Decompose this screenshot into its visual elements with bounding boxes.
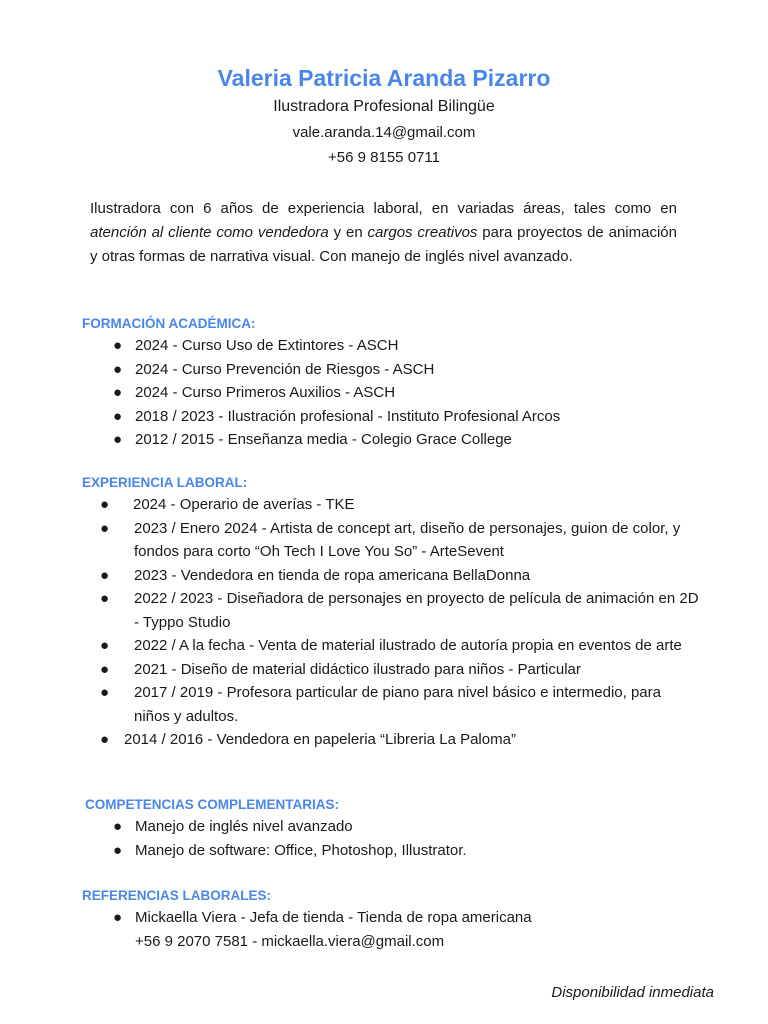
bullet-icon: ● — [113, 909, 123, 926]
bullet-icon: ● — [113, 337, 123, 354]
list-item — [113, 334, 703, 358]
list-item — [100, 517, 700, 564]
list-item — [113, 405, 703, 429]
bullet-icon: ● — [100, 496, 110, 513]
list-item-text: 2023 - Vendedora en tienda de ropa americana BellaDonna — [134, 566, 531, 584]
skills-list — [113, 815, 703, 862]
list-item — [113, 906, 703, 953]
education-list — [113, 334, 703, 452]
list-item-text: 2017 / 2019 - Profesora particular de piano para nivel básico e intermedio, para niños y adultos. — [134, 684, 661, 725]
list-item — [100, 493, 700, 517]
list-item-text: 2024 - Operario de averías - TKE — [133, 496, 355, 513]
candidate-name: Valeria Patricia Aranda Pizarro — [217, 65, 551, 91]
summary-emphasis-2: cargos creativos — [367, 224, 478, 241]
availability-note: Disponibilidad inmediata — [551, 984, 714, 1001]
bullet-icon: ● — [113, 407, 123, 425]
list-item-text: 2022 / 2023 - Diseñadora de personajes en proyecto de película de animación en 2D - Typpo Studio — [134, 590, 699, 631]
section-title-experience: EXPERIENCIA LABORAL: — [82, 475, 248, 490]
section-title-education: FORMACIÓN ACADÉMICA: — [82, 316, 256, 331]
list-item-text: 2021 - Diseño de material didáctico ilustrado para niños - Particular — [134, 660, 581, 678]
contact-email: vale.aranda.14@gmail.com — [292, 124, 476, 141]
reference-name-role: Mickaella Viera - Jefa de tienda - Tienda de ropa americana — [135, 909, 532, 926]
resume-header — [0, 62, 768, 170]
list-item-text: 2018 / 2023 - Ilustración profesional - Instituto Profesional Arcos — [135, 407, 561, 425]
list-item — [100, 658, 700, 682]
bullet-icon: ● — [113, 384, 123, 401]
bullet-icon: ● — [113, 818, 123, 835]
bullet-icon: ● — [100, 684, 110, 701]
list-item — [113, 815, 703, 839]
bullet-icon: ● — [100, 731, 110, 748]
candidate-title: Ilustradora Profesional Bilingüe — [273, 98, 495, 115]
summary-emphasis-1: atención al cliente como vendedora — [90, 224, 329, 241]
bullet-icon: ● — [100, 566, 110, 584]
section-title-skills: COMPETENCIAS COMPLEMENTARIAS: — [85, 797, 340, 812]
bullet-icon: ● — [100, 637, 110, 654]
list-item-text: 2024 - Curso Prevención de Riesgos - ASCH — [135, 360, 435, 378]
reference-contact: +56 9 2070 7581 - mickaella.viera@gmail.com — [135, 932, 445, 950]
list-item — [100, 564, 700, 588]
summary-text-1: Ilustradora con 6 años de experiencia laboral, en variadas áreas, tales como en — [90, 200, 677, 217]
list-item — [113, 839, 703, 863]
experience-list — [100, 493, 700, 752]
bullet-icon: ● — [100, 660, 110, 678]
bullet-icon: ● — [113, 431, 123, 448]
list-item — [100, 728, 700, 752]
list-item — [100, 587, 700, 634]
bullet-icon: ● — [100, 590, 110, 607]
references-list — [113, 906, 703, 953]
list-item — [113, 358, 703, 382]
list-item-text: 2014 / 2016 - Vendedora en papeleria “Libreria La Paloma” — [124, 731, 516, 748]
list-item-text: 2022 / A la fecha - Venta de material ilustrado de autoría propia en eventos de arte — [134, 637, 682, 654]
list-item-text: Manejo de inglés nivel avanzado — [135, 818, 353, 835]
summary-text-2: y en — [328, 224, 368, 241]
list-item — [100, 681, 700, 728]
bullet-icon: ● — [100, 519, 110, 537]
list-item-text: Manejo de software: Office, Photoshop, Illustrator. — [135, 841, 467, 859]
list-item — [113, 428, 703, 452]
section-title-references: REFERENCIAS LABORALES: — [82, 888, 272, 903]
list-item-text: 2012 / 2015 - Enseñanza media - Colegio Grace College — [135, 431, 512, 448]
profile-summary — [90, 197, 677, 269]
list-item-text: 2024 - Curso Uso de Extintores - ASCH — [135, 337, 399, 354]
bullet-icon: ● — [113, 360, 123, 378]
list-item — [113, 381, 703, 405]
bullet-icon: ● — [113, 841, 123, 859]
list-item — [100, 634, 700, 658]
list-item-text: 2024 - Curso Primeros Auxilios - ASCH — [135, 384, 396, 401]
contact-phone: +56 9 8155 0711 — [328, 149, 440, 166]
list-item-text: 2023 / Enero 2024 - Artista de concept art, diseño de personajes, guion de color, y fondos para corto “Oh Tech I Love You So” - ArteSevent — [134, 519, 681, 560]
summary-text-3: para proyectos de animación y otras formas de narrativa visual. Con manejo de inglés nivel avanzado. — [90, 224, 677, 265]
